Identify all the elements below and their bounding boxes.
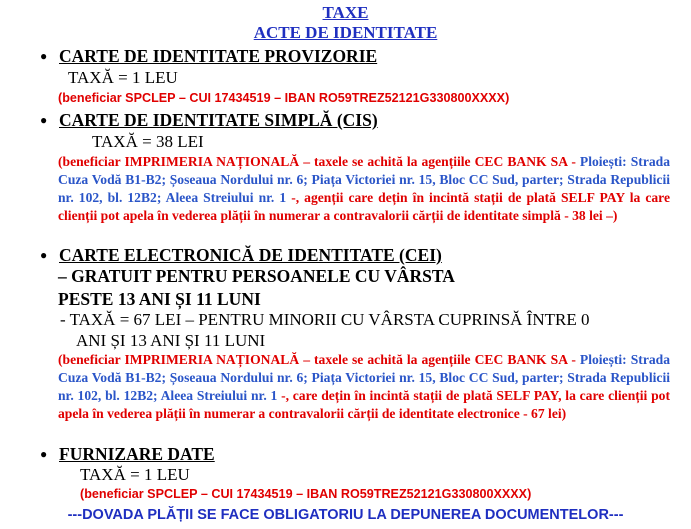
tax-electronica-line2: ANI ȘI 13 ANI ȘI 11 LUNI: [76, 331, 266, 350]
tax-simpla: TAXĂ = 38 LEI: [92, 132, 204, 151]
section-heading-provizorie: CARTE DE IDENTITATE PROVIZORIE: [59, 46, 378, 66]
payment-note-electronica: [58, 351, 670, 423]
note-red-end: -, agenții care dețin în incintă stații de plată SELF PAY la care clienții pot apela în vederea plății în numerar a contravalorii cărții de identitate simplă - 38 lei –): [58, 189, 670, 223]
tax-provizorie: TAXĂ = 1 LEU: [68, 68, 178, 87]
section-heading-electronica: CARTE ELECTRONICĂ DE IDENTITATE (CEI): [59, 245, 442, 265]
note-red-start: (beneficiar IMPRIMERIA NAȚIONALĂ – taxele se achită la agențiile CEC BANK SA -: [58, 154, 580, 169]
cec-branches: Ploiești: Strada Cuza Vodă B1-B2; Șoseaua Nordului nr. 6; Piața Victoriei nr. 15, Bloc CC Sud, parter; Strada Republicii nr. 102, bl. 12B2; Aleea Streiului nr. 1: [58, 352, 671, 403]
section-heading-furnizare: FURNIZARE DATE: [59, 444, 215, 464]
free-note-line2: PESTE 13 ANI ȘI 11 LUNI: [58, 289, 261, 309]
cec-branches: Ploiești: Strada Cuza Vodă B1-B2; Șoseaua Nordului nr. 6; Piața Victoriei nr. 15, Bloc CC Sud, parter; Strada Republicii nr. 102, bl. 12B2; Aleea Streiului nr. 1: [58, 154, 671, 205]
tax-furnizare: TAXĂ = 1 LEU: [80, 465, 190, 484]
free-note-line1: – GRATUIT PENTRU PERSOANELE CU VÂRSTA: [58, 266, 455, 286]
page-subtitle: ACTE DE IDENTITATE: [253, 23, 438, 42]
bullet-icon: ●: [40, 113, 48, 127]
bullet-icon: ●: [40, 49, 48, 63]
footer-notice: ---DOVADA PLĂȚII SE FACE OBLIGATORIU LA DEPUNEREA DOCUMENTELOR---: [67, 507, 624, 523]
bullet-icon: ●: [40, 248, 48, 262]
section-heading-simpla: CARTE DE IDENTITATE SIMPLĂ (CIS): [59, 110, 378, 130]
note-red-start: (beneficiar IMPRIMERIA NAȚIONALĂ – taxele se achită la agențiile CEC BANK SA -: [58, 352, 580, 367]
page-title: TAXE: [322, 3, 369, 22]
tax-electronica-line1: - TAXĂ = 67 LEI – PENTRU MINORII CU VÂRSTA CUPRINSĂ ÎNTRE 0: [60, 310, 590, 329]
beneficiary-furnizare: (beneficiar SPCLEP – CUI 17434519 – IBAN RO59TREZ52121G330800XXXX): [80, 487, 532, 501]
payment-note-simpla: [58, 153, 670, 225]
bullet-icon: ●: [40, 447, 48, 461]
beneficiary-provizorie: (beneficiar SPCLEP – CUI 17434519 – IBAN RO59TREZ52121G330800XXXX): [58, 91, 510, 105]
note-red-end: -, care dețin în incintă stații de plată SELF PAY, la care clienții pot apela în vederea plății în numerar a contravalorii cărții de identitate electronice - 67 lei): [58, 387, 670, 421]
